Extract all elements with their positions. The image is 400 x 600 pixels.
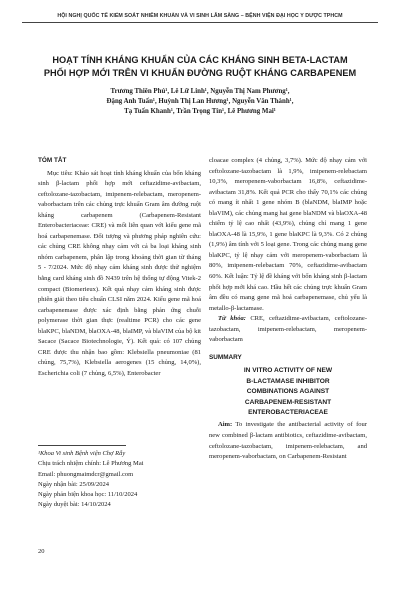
english-title [209, 366, 367, 418]
footnote [38, 449, 203, 511]
aim-text: To investigate the antibacterial activity of four new combined β-lactam antibiotics, ceftazidime-avibactam, ceftolozane-tazobactam, imipenem-relebactam, and meropenem-vaborbactam, on Carbapenem-Resistant [209, 421, 367, 461]
title-line-1: HOẠT TÍNH KHÁNG KHUẨN CỦA CÁC KHÁNG SINH BETA-LACTAM [52, 55, 348, 65]
en-title-line: IN VITRO ACTIVITY OF NEW [243, 367, 333, 375]
left-column [38, 156, 201, 379]
author-list [30, 87, 370, 117]
en-title-line: COMBINATIONS AGAINST [246, 388, 330, 396]
en-title-line: ENTEROBACTERIACEAE [248, 409, 328, 417]
keywords-text: CRE, ceftazidime-avibactam, ceftolozane-tazobactam, imipenem-relebactam, meropenem-vaborbactam [209, 315, 368, 344]
footnote-line: Ngày phản biện khoa học: 11/10/2024 [38, 491, 138, 499]
summary-vi-heading: TÓM TẮT [38, 157, 67, 164]
footnote-line: Ngày nhận bài: 25/09/2024 [38, 480, 109, 488]
abstract-vi-continued: cloacae complex (4 chủng, 3,7%). Mức độ nhạy cảm với ceftolozane-tazobactam là 1,9%, imipenem-relebactam 10,3%, meropenem-vaborbactam 16,8%, ceftazidime-avibactam 31,8%. Kết quả PCR cho thấy 70,1% các chủng có mang ít nhất 1 gene nhóm B (blaNDM, blaIMP hoặc blaVIM), các chủng mang hai gene blaNDM và blaOXA-48 chiếm tỷ lệ cao nhất (43,9%), chủng chỉ mang 1 gene blaOXA-48 là 15,9%, 1 gene blaKPC là 9,3%. Có 2 chủng (1,9%) âm tính với 5 loại gene. Trong các chủng mang gene blaKPC, tỷ lệ nhạy cảm với meropenem-vaborbactam là 80%, imipenem-relebactam 70%, ceftazidime-avibactam 60%. Kết luận: Tỷ lệ đề kháng với bốn kháng sinh β-lactam phối hợp mới khá cao. Hầu hết các chủng trực khuẩn Gram âm đều có mang gene mã hoá carbapenemase, chủ yếu là metallo-β-lactamase. [209, 157, 367, 312]
page-number: 20 [38, 548, 45, 555]
aim-label: Aim: [218, 421, 233, 429]
header-rule [22, 22, 378, 23]
affiliation-text: ¹Khoa Vi sinh Bệnh viện Chợ Rẫy [38, 450, 126, 457]
abstract-vi-body: Mục tiêu: Khảo sát hoạt tính kháng khuẩn của bốn kháng sinh β-lactam phối hợp mới ceftazidime-avibactam, ceftolozane-tazobactam, imipenem-relebactam, meropenem-vaborbactam trên các chủng trực khuẩn Gram âm đường ruột kháng carbapenem (Carbapenem-Resistant Enterobacteriaceae: CRE) và mối liên quan với kiểu gene mã hoá carbapenemase. Đối tượng và phương pháp nghiên cứu: các chủng CRE không nhạy cảm với cả ba loại kháng sinh nhóm carbapenem, phân lập trong khoảng thời gian từ tháng 5 - 7/2024. Mức độ nhạy cảm kháng sinh được thử nghiệm bằng card kháng sinh đồ N439 trên hệ thống tự động Vitek-2 compact (Biomerieux). Kết quả nhạy cảm kháng sinh được phiên giải theo tiêu chuẩn CLSI năm 2024. Kiểu gene mã hoá carbapenemase được xác định bằng phản ứng chuỗi polymerase thời gian thực (realtime PCR) cho các gene blaKPC, blaNDM, blaOXA-48, blaIMP, và blaVIM của bộ kit Sacace (Sacace Biotechnologie, Ý). Kết quả: có 107 chủng CRE được thu nhận bao gồm: Klebsiella pneumoniae (81 chủng, 75,7%), Klebsiella aerogenes (15 chủng, 14,0%), Escherichia coli (7 chủng, 6,5%), Enterobacter [38, 169, 201, 377]
keywords-label: Từ khóa: [218, 315, 246, 323]
footnote-rule [38, 445, 126, 446]
right-column [209, 156, 367, 463]
abstract-en-aim [209, 420, 367, 462]
summary-en-heading: SUMMARY [209, 353, 242, 361]
footnote-line: Chịu trách nhiệm chính: Lê Phương Mai [38, 460, 144, 468]
keywords [209, 314, 367, 346]
authors-line-2: Đặng Anh Tuấn¹, Huỳnh Thị Lan Hương¹, Nguyễn Văn Thành¹, [106, 98, 294, 105]
en-title-line: B-LACTAMASE INHIBITOR [246, 377, 330, 385]
article-title [20, 54, 380, 79]
footnote-line: Email: phuongmaimdcr@gmail.com [38, 470, 134, 478]
footnote-line: Ngày duyệt bài: 14/10/2024 [38, 501, 111, 509]
en-title-line: CARBAPENEM-RESISTANT [244, 398, 332, 406]
running-header: HỘI NGHỊ QUỐC TẾ KIỂM SOÁT NHIỄM KHUẨN VÀ VI SINH LÂM SÀNG – BỆNH VIỆN ĐẠI HỌC Y DƯỢC TPHCM [57, 13, 343, 19]
footnote-affiliation [38, 449, 203, 459]
authors-line-3: Tạ Tuấn Khanh¹, Trần Trọng Tín¹, Lê Phương Mai¹ [124, 108, 276, 115]
title-line-2: PHỐI HỢP MỚI TRÊN VI KHUẨN ĐƯỜNG RUỘT KHÁNG CARBAPENEM [43, 67, 357, 78]
authors-line-1: Trương Thiên Phú¹, Lê Lữ Linh¹, Nguyễn Thị Nam Phương¹, [110, 88, 290, 95]
